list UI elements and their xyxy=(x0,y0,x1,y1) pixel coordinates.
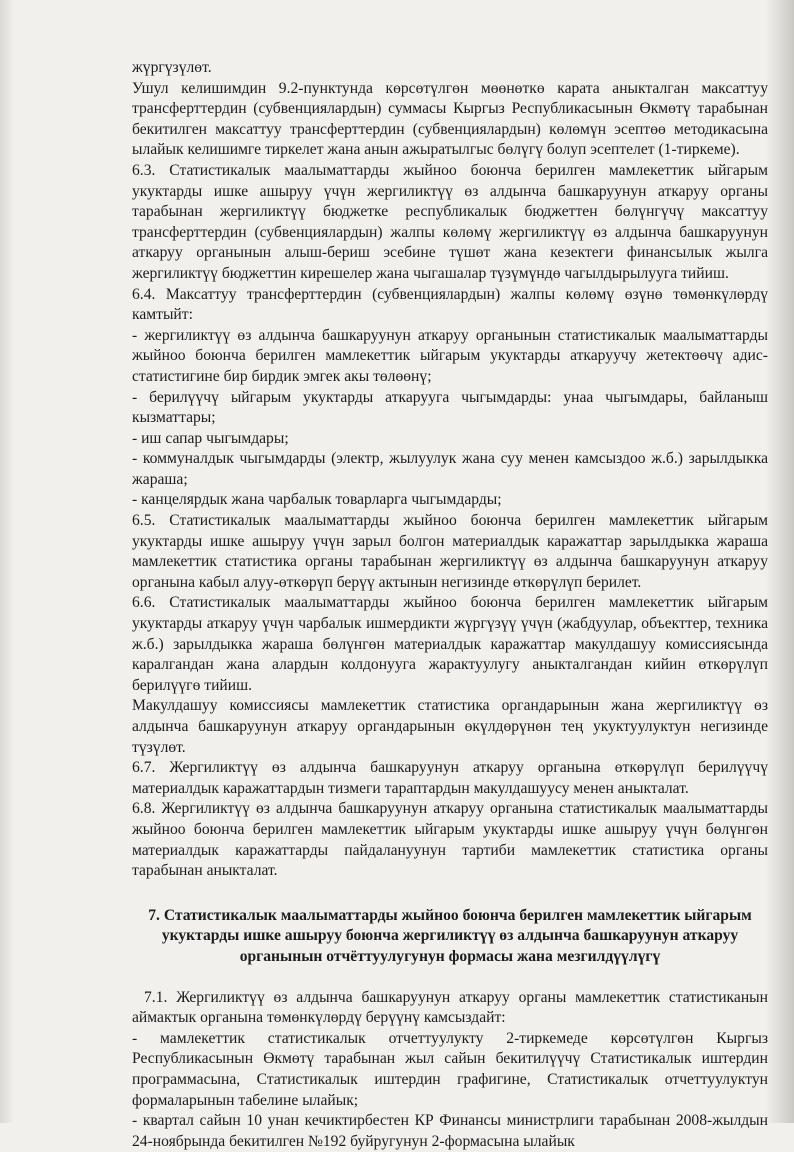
list-item-statistical-reporting: - мамлекеттик статистикалык отчеттуулукту 2-тиркемеде көрсөтүлгөн Кыргыз Республикасынын Өкмөтү тарабынан жыл сайын бекитилүүчү Статистикалык иштердин программасына, Статистикалык иштердин графигине, Статистикалык отчеттуулуктун формаларынын табелине ылайык; xyxy=(132,1029,768,1109)
scan-edge-left xyxy=(0,0,14,1123)
list-item-travel: - иш сапар чыгымдары; xyxy=(132,429,289,447)
paragraph-6-4: 6.4. Максаттуу трансферттердин (субвенциялардын) жалпы көлөмү өзүнө төмөнкүлөрдү камтыйт: xyxy=(132,285,768,324)
list-item-salary: - жергиликтүү өз алдынча башкаруунун аткаруу органынын статистикалык маалыматтарды жыйноо боюнча берилген мамлекеттик ыйгарым укуктарды аткаруучу жетектөөчү адис-статистигине бир бирдик эмгек акы төлөөнү; xyxy=(132,326,768,385)
paragraph-6-8: 6.8. Жергиликтүү өз алдынча башкаруунун аткаруу органына статистикалык маалыматтарды жыйноо боюнча берилген мамлекеттик ыйгарым укуктарды ишке ашыруу үчүн бөлүнгөн материалдык каражаттарды пайдалануунун тартиби мамлекеттик статистика органы тарабынан аныкталат. xyxy=(132,800,768,880)
paragraph-6-3: 6.3. Статистикалык маалыматтарды жыйноо боюнча берилген мамлекеттик ыйгарым укуктарды ишке ашыруу үчүн жергиликтүү өз алдынча башкаруунун аткаруу органы тарабынан жергиликтүү бюджетке республикалык бюджеттен бөлүнгүчү максаттуу трансферттердин (субвенциялардын) жалпы көлөмү жергиликтүү өз алдынча башкаруунун аткаруу органынын алыш-бериш эсебине түшөт жана кезектеги финансылык жылга жергиликтүү бюджеттин кирешелер жана чыгашалар түзүмүндө чагылдырылууга тийиш. xyxy=(132,161,768,282)
scan-edge-right xyxy=(766,0,794,1123)
paragraph-7-1: 7.1. Жергиликтүү өз алдынча башкаруунун аткаруу органы мамлекеттик статистиканын аймактык органына төмөнкүлөрдү берүүнү камсыздайт: xyxy=(132,988,768,1027)
list-item-expenses: - берилүүчү ыйгарым укуктарды аткарууга чыгымдарды: унаа чыгымдары, байланыш кызматтары; xyxy=(132,388,768,427)
list-item-office-supplies: - канцелярдык жана чарбалык товарларга чыгымдарды; xyxy=(132,491,502,509)
paragraph-6-5: 6.5. Статистикалык маалыматтарды жыйноо боюнча берилген мамлекеттик ыйгарым укуктарды ишке ашыруу үчүн зарыл болгон материалдык каражаттар зарылдыкка жараша мамлекеттик статистика органы тарабынан жергиликтүү өз алдынча башкаруунун аткаруу органына кабыл алуу-өткөрүп берүү актынын негизинде өткөрүлүп берилет. xyxy=(132,512,768,591)
paragraph-commission: Макулдашуу комиссиясы мамлекеттик статистика органдарынын жана жергиликтүү өз алдынча башкаруунун аткаруу органдарынын өкүлдөрүнөн тең укуктуулуктун негизинде түзүлөт. xyxy=(132,697,768,756)
paragraph-6-7: 6.7. Жергиликтүү өз алдынча башкаруунун аткаруу органына өткөрүлүп берилүүчү материалдык каражаттардын тизмеги тараптардын макулдашуусу менен аныкталат. xyxy=(132,759,768,797)
section-heading-7: 7. Статистикалык маалыматтарды жыйноо боюнча берилген мамлекеттик ыйгарым укуктарды ишке ашыруу боюнча жергиликтүү өз алдынча башкаруунун аткаруу органынын отчёттуулугунун формасы жана мезгилдүүлүгү xyxy=(148,906,752,965)
paragraph-6-6: 6.6. Статистикалык маалыматтарды жыйноо боюнча берилген мамлекеттик ыйгарым укуктарды аткаруу үчүн чарбалык ишмердикти жүргүзүү үчүн (жабдуулар, объекттер, техника ж.б.) зарылдыкка жараша бөлүнгөн материалдык каражаттар макулдашуу комиссиясында каралгандан жана алардын колдонууга жарактуулугу аныкталгандан кийин өткөрүлүп берилүүгө тийиш. xyxy=(132,594,768,694)
list-item-quarterly-report: - квартал сайын 10 унан кечиктирбестен КР Финансы министрлиги тарабынан 2008-жылдын 24-ноябрында бекитилген №192 буйругунун 2-формасына ылайык xyxy=(132,1112,768,1150)
document-page xyxy=(132,58,768,1152)
list-item-utilities: - коммуналдык чыгымдарды (электр, жылуулук жана суу менен камсыздоо ж.б.) зарылдыкка жараша; xyxy=(132,450,768,488)
paragraph-transfers-amount: Ушул келишимдин 9.2-пунктунда көрсөтүлгөн мөөнөткө карата аныкталган максаттуу трансферттердин (субвенциялардын) суммасы Кыргыз Республикасынын Өкмөтү тарабынан бекитилген максаттуу трансферттердин (субвенциялардын) көлөмүн эсептөө методикасына ылайык келишимге тиркелет жана анын ажыратылгыс бөлүгү болуп эсептелет (1-тиркеме). xyxy=(132,79,768,159)
paragraph-continuation: жүргүзүлөт. xyxy=(132,59,212,76)
